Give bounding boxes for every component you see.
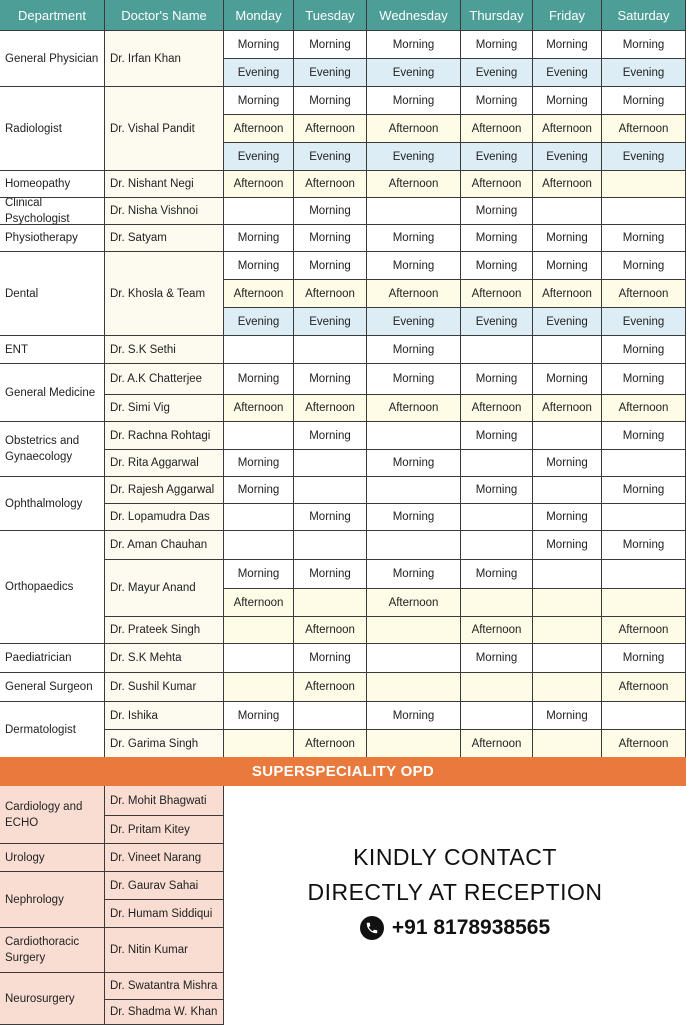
schedule-slot: Evening (461, 143, 533, 171)
schedule-slot: Evening (533, 143, 602, 171)
schedule-slot: Morning (461, 644, 533, 673)
schedule-slot: Morning (602, 31, 686, 59)
schedule-slot: Morning (294, 644, 367, 673)
schedule-slot (224, 504, 294, 531)
schedule-slot: Morning (533, 531, 602, 560)
schedule-slot (461, 673, 533, 702)
schedule-slot (602, 504, 686, 531)
schedule-slot: Morning (533, 364, 602, 395)
schedule-slot (224, 422, 294, 450)
department-cell: Orthopaedics (0, 531, 105, 644)
schedule-slot (602, 589, 686, 617)
schedule-slot: Afternoon (533, 280, 602, 308)
schedule-slot: Afternoon (224, 589, 294, 617)
schedule-slot: Morning (294, 252, 367, 280)
schedule-slot: Morning (602, 225, 686, 252)
schedule-slot: Morning (367, 252, 461, 280)
doctor-name-cell: Dr. Nishant Negi (105, 171, 224, 198)
schedule-slot (533, 589, 602, 617)
doctor-name-cell: Dr. Khosla & Team (105, 252, 224, 336)
schedule-slot: Afternoon (461, 730, 533, 758)
doctor-name-cell: Dr. Rita Aggarwal (105, 450, 224, 477)
doctor-name-cell: Dr. Prateek Singh (105, 617, 224, 644)
schedule-slot: Morning (294, 364, 367, 395)
schedule-slot: Evening (224, 59, 294, 87)
schedule-slot: Morning (533, 252, 602, 280)
schedule-slot: Evening (294, 59, 367, 87)
schedule-slot: Morning (602, 336, 686, 364)
schedule-slot: Morning (533, 31, 602, 59)
schedule-slot (602, 560, 686, 589)
contact-panel (224, 786, 686, 1024)
doctor-name-cell: Dr. Ishika (105, 702, 224, 730)
schedule-slot: Afternoon (294, 280, 367, 308)
schedule-slot: Afternoon (294, 617, 367, 644)
schedule-slot: Afternoon (533, 115, 602, 143)
schedule-slot: Afternoon (294, 115, 367, 143)
department-cell: Ophthalmology (0, 477, 105, 531)
schedule-slot (602, 702, 686, 730)
schedule-slot: Morning (224, 364, 294, 395)
schedule-slot: Afternoon (461, 617, 533, 644)
schedule-slot: Morning (367, 336, 461, 364)
ss-doctor-cell: Dr. Swatantra Mishra (105, 973, 224, 1000)
schedule-slot: Morning (461, 477, 533, 504)
doctor-name-cell: Dr. Irfan Khan (105, 31, 224, 87)
schedule-slot (367, 477, 461, 504)
contact-line-2: DIRECTLY AT RECEPTION (307, 879, 603, 905)
schedule-slot (224, 730, 294, 758)
schedule-slot: Evening (461, 308, 533, 336)
schedule-slot: Evening (461, 59, 533, 87)
schedule-slot (224, 198, 294, 225)
column-header: Monday (224, 0, 294, 31)
doctor-name-cell: Dr. A.K Chatterjee (105, 364, 224, 395)
schedule-slot: Morning (224, 252, 294, 280)
ss-doctor-cell: Dr. Mohit Bhagwati (105, 786, 224, 816)
phone-icon (360, 916, 384, 940)
schedule-slot (224, 673, 294, 702)
schedule-slot: Morning (533, 87, 602, 115)
schedule-slot (461, 336, 533, 364)
schedule-slot (367, 730, 461, 758)
department-cell: Physiotherapy (0, 225, 105, 252)
schedule-slot: Afternoon (602, 395, 686, 422)
superspeciality-banner (0, 757, 686, 786)
schedule-slot: Evening (294, 308, 367, 336)
ss-department-cell: Urology (0, 844, 105, 872)
schedule-slot: Afternoon (224, 171, 294, 198)
schedule-slot: Morning (224, 225, 294, 252)
schedule-slot: Afternoon (367, 115, 461, 143)
schedule-slot: Morning (224, 702, 294, 730)
schedule-slot: Morning (294, 225, 367, 252)
schedule-slot (602, 198, 686, 225)
department-cell: Paediatrician (0, 644, 105, 673)
schedule-slot (533, 673, 602, 702)
schedule-slot (367, 644, 461, 673)
schedule-slot (461, 450, 533, 477)
schedule-slot: Afternoon (461, 280, 533, 308)
doctor-name-cell: Dr. Satyam (105, 225, 224, 252)
schedule-slot (461, 504, 533, 531)
schedule-slot (533, 198, 602, 225)
schedule-slot: Morning (367, 364, 461, 395)
column-header: Department (0, 0, 105, 31)
schedule-slot: Afternoon (367, 280, 461, 308)
schedule-slot: Evening (533, 59, 602, 87)
schedule-slot: Morning (461, 225, 533, 252)
department-cell: Radiologist (0, 87, 105, 171)
doctor-name-cell: Dr. S.K Sethi (105, 336, 224, 364)
schedule-slot (602, 171, 686, 198)
schedule-slot: Morning (602, 252, 686, 280)
doctor-name-cell: Dr. Sushil Kumar (105, 673, 224, 702)
schedule-slot: Evening (602, 308, 686, 336)
department-cell: Homeopathy (0, 171, 105, 198)
doctor-name-cell: Dr. Rajesh Aggarwal (105, 477, 224, 504)
schedule-slot: Morning (224, 450, 294, 477)
schedule-slot (224, 531, 294, 560)
schedule-slot: Afternoon (224, 395, 294, 422)
phone-row (224, 916, 686, 940)
doctor-name-cell: Dr. Garima Singh (105, 730, 224, 758)
schedule-slot: Morning (224, 560, 294, 589)
schedule-slot (367, 531, 461, 560)
schedule-slot: Morning (461, 560, 533, 589)
schedule-slot: Morning (294, 87, 367, 115)
schedule-slot (224, 617, 294, 644)
schedule-slot: Afternoon (461, 171, 533, 198)
schedule-slot (224, 336, 294, 364)
column-header: Saturday (602, 0, 686, 31)
schedule-slot: Morning (602, 477, 686, 504)
ss-doctor-cell: Dr. Pritam Kitey (105, 816, 224, 844)
schedule-slot: Evening (367, 59, 461, 87)
department-cell: General Surgeon (0, 673, 105, 702)
schedule-slot: Morning (602, 422, 686, 450)
schedule-slot (367, 617, 461, 644)
schedule-slot: Evening (224, 143, 294, 171)
schedule-slot (294, 589, 367, 617)
schedule-slot: Morning (461, 198, 533, 225)
schedule-slot: Evening (533, 308, 602, 336)
schedule-slot: Afternoon (294, 673, 367, 702)
ss-doctor-cell: Dr. Gaurav Sahai (105, 872, 224, 900)
schedule-slot (533, 336, 602, 364)
schedule-slot: Afternoon (294, 730, 367, 758)
schedule-slot: Afternoon (224, 280, 294, 308)
doctor-name-cell: Dr. Aman Chauhan (105, 531, 224, 560)
column-header: Tuesday (294, 0, 367, 31)
schedule-slot (294, 336, 367, 364)
contact-line-1: KINDLY CONTACT (353, 844, 557, 870)
schedule-slot: Morning (294, 198, 367, 225)
schedule-slot (533, 477, 602, 504)
schedule-slot: Afternoon (533, 171, 602, 198)
schedule-slot: Morning (461, 31, 533, 59)
schedule-slot: Afternoon (602, 280, 686, 308)
department-cell: General Medicine (0, 364, 105, 422)
schedule-slot (602, 450, 686, 477)
schedule-slot: Afternoon (367, 589, 461, 617)
schedule-slot: Morning (602, 644, 686, 673)
schedule-slot (533, 422, 602, 450)
schedule-slot (367, 673, 461, 702)
schedule-slot: Morning (367, 31, 461, 59)
schedule-slot: Afternoon (602, 730, 686, 758)
department-cell: Clinical Psychologist (0, 198, 105, 225)
schedule-slot (533, 730, 602, 758)
doctor-name-cell: Dr. Mayur Anand (105, 560, 224, 617)
doctor-name-cell: Dr. Simi Vig (105, 395, 224, 422)
schedule-slot: Morning (294, 422, 367, 450)
schedule-slot: Afternoon (602, 115, 686, 143)
department-cell: ENT (0, 336, 105, 364)
schedule-slot: Afternoon (294, 171, 367, 198)
superspeciality-table (0, 786, 224, 1024)
schedule-slot: Evening (367, 308, 461, 336)
schedule-slot: Morning (224, 31, 294, 59)
schedule-slot: Morning (461, 252, 533, 280)
schedule-slot: Evening (294, 143, 367, 171)
schedule-slot: Morning (367, 702, 461, 730)
ss-department-cell: Cardiothoracic Surgery (0, 928, 105, 973)
doctor-name-cell: Dr. S.K Mehta (105, 644, 224, 673)
schedule-slot: Morning (294, 560, 367, 589)
column-header: Thursday (461, 0, 533, 31)
column-header: Friday (533, 0, 602, 31)
schedule-slot: Morning (533, 450, 602, 477)
ss-department-cell: Nephrology (0, 872, 105, 928)
schedule-slot: Afternoon (461, 395, 533, 422)
schedule-slot: Evening (602, 59, 686, 87)
schedule-slot (294, 702, 367, 730)
schedule-slot: Morning (602, 364, 686, 395)
schedule-slot: Morning (602, 531, 686, 560)
schedule-slot (294, 531, 367, 560)
schedule-slot (461, 531, 533, 560)
schedule-slot: Morning (367, 225, 461, 252)
schedule-slot: Morning (461, 422, 533, 450)
schedule-slot: Morning (533, 702, 602, 730)
column-header: Doctor's Name (105, 0, 224, 31)
department-cell: Obstetrics and Gynaecology (0, 422, 105, 477)
doctor-name-cell: Dr. Rachna Rohtagi (105, 422, 224, 450)
schedule-slot: Morning (461, 364, 533, 395)
ss-doctor-cell: Dr. Humam Siddiqui (105, 900, 224, 928)
schedule-slot (533, 644, 602, 673)
schedule-slot: Afternoon (367, 171, 461, 198)
banner-title: SUPERSPECIALITY OPD (251, 763, 435, 780)
schedule-slot: Morning (367, 450, 461, 477)
schedule-slot: Evening (602, 143, 686, 171)
schedule-slot: Afternoon (224, 115, 294, 143)
schedule-slot: Morning (533, 225, 602, 252)
schedule-slot: Morning (461, 87, 533, 115)
schedule-slot (294, 477, 367, 504)
schedule-slot (461, 589, 533, 617)
schedule-slot: Morning (367, 504, 461, 531)
schedule-slot: Morning (533, 504, 602, 531)
ss-doctor-cell: Dr. Shadma W. Khan (105, 1000, 224, 1025)
schedule-slot: Morning (224, 477, 294, 504)
ss-doctor-cell: Dr. Nitin Kumar (105, 928, 224, 973)
schedule-slot (294, 450, 367, 477)
doctor-name-cell: Dr. Vishal Pandit (105, 87, 224, 171)
ss-doctor-cell: Dr. Vineet Narang (105, 844, 224, 872)
ss-department-cell: Cardiology and ECHO (0, 786, 105, 844)
schedule-slot: Morning (602, 87, 686, 115)
schedule-slot (533, 560, 602, 589)
department-cell: General Physician (0, 31, 105, 87)
schedule-slot: Morning (367, 87, 461, 115)
column-header: Wednesday (367, 0, 461, 31)
ss-department-cell: Neurosurgery (0, 973, 105, 1025)
schedule-slot: Afternoon (461, 115, 533, 143)
schedule-slot (367, 198, 461, 225)
schedule-slot: Afternoon (533, 395, 602, 422)
schedule-slot (224, 644, 294, 673)
doctor-name-cell: Dr. Nisha Vishnoi (105, 198, 224, 225)
department-cell: Dermatologist (0, 702, 105, 758)
schedule-slot: Morning (367, 560, 461, 589)
doctor-name-cell: Dr. Lopamudra Das (105, 504, 224, 531)
schedule-slot: Morning (224, 87, 294, 115)
schedule-slot: Evening (224, 308, 294, 336)
schedule-slot: Afternoon (602, 617, 686, 644)
schedule-slot: Afternoon (294, 395, 367, 422)
schedule-slot: Afternoon (367, 395, 461, 422)
schedule-slot (533, 617, 602, 644)
schedule-slot: Afternoon (602, 673, 686, 702)
schedule-slot (461, 702, 533, 730)
schedule-slot: Evening (367, 143, 461, 171)
phone-number[interactable]: +91 8178938565 (391, 916, 551, 939)
schedule-slot: Morning (294, 31, 367, 59)
schedule-slot (367, 422, 461, 450)
department-cell: Dental (0, 252, 105, 336)
schedule-slot: Morning (294, 504, 367, 531)
